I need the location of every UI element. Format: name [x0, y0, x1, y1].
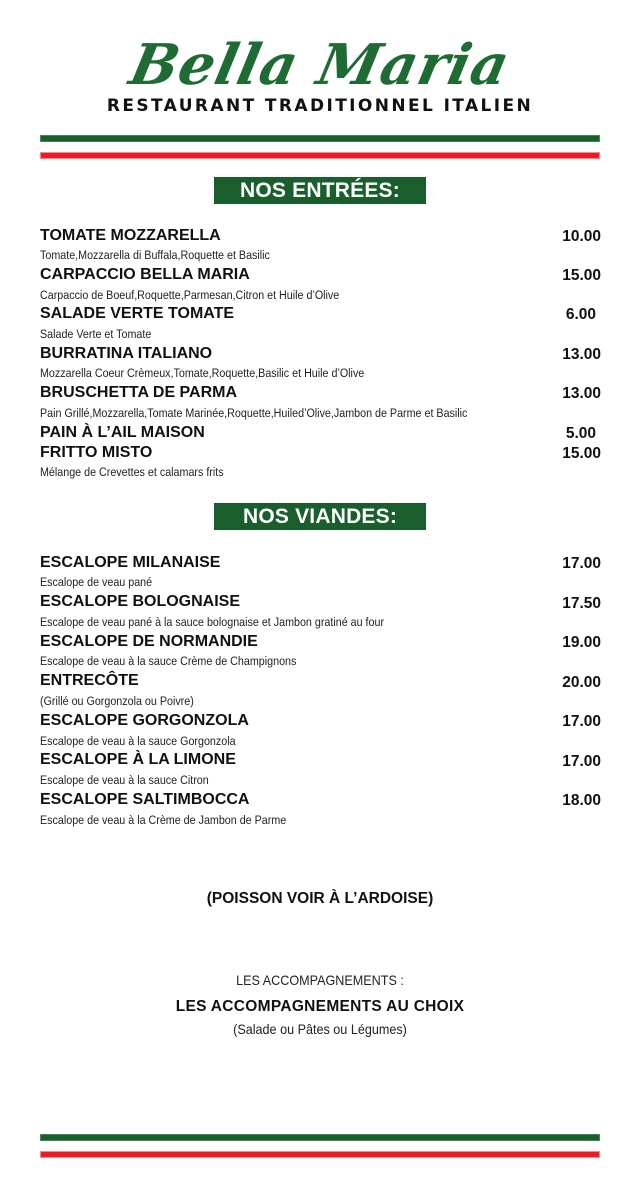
item-description: Pain Grillé,Mozzarella,Tomate Marinée,Roquette,Huiled’Olive,Jambon de Parme et Basilic	[40, 406, 468, 420]
item-price: 10.00	[562, 228, 601, 245]
item-name: CARPACCIO BELLA MARIA	[40, 266, 250, 283]
item-price: 17.00	[562, 753, 601, 770]
item-name: BRUSCHETTA DE PARMA	[40, 384, 238, 401]
item-description: Salade Verte et Tomate	[40, 327, 152, 341]
divider-red-top	[40, 152, 600, 159]
item-name: SALADE VERTE TOMATE	[40, 305, 235, 322]
restaurant-logo: Bella Maria	[124, 32, 516, 98]
item-name: BURRATINA ITALIANO	[40, 345, 213, 362]
divider-green-bottom	[40, 1134, 600, 1141]
item-price: 17.50	[562, 595, 601, 612]
restaurant-tagline: RESTAURANT TRADITIONNEL ITALIEN	[106, 96, 534, 116]
item-price: 13.00	[562, 346, 601, 363]
item-price: 17.00	[562, 555, 601, 572]
item-price: 17.00	[562, 713, 601, 730]
item-price: 20.00	[562, 674, 601, 691]
item-price: 6.00	[565, 306, 596, 323]
item-price: 5.00	[565, 425, 596, 442]
item-description: Escalope de veau pané à la sauce bolognaise et Jambon gratiné au four	[40, 615, 385, 629]
sides-options: (Salade ou Pâtes ou Légumes)	[233, 1021, 407, 1037]
item-description: Tomate,Mozzarella di Buffala,Roquette et Basilic	[40, 248, 270, 262]
item-price: 18.00	[562, 792, 601, 809]
item-name: FRITTO MISTO	[40, 444, 153, 461]
item-description: Escalope de veau à la sauce Citron	[40, 773, 209, 787]
item-name: ENTRECÔTE	[40, 672, 139, 689]
item-name: TOMATE MOZZARELLA	[40, 227, 221, 244]
item-description: Escalope de veau pané	[40, 575, 153, 589]
item-price: 19.00	[562, 634, 601, 651]
item-name: ESCALOPE DE NORMANDIE	[40, 633, 258, 650]
item-price: 13.00	[562, 385, 601, 402]
item-description: Escalope de veau à la sauce Crème de Champignons	[40, 654, 297, 668]
item-price: 15.00	[562, 445, 601, 462]
item-description: Mélange de Crevettes et calamars frits	[40, 465, 224, 479]
item-name: PAIN À L’AIL MAISON	[40, 424, 205, 441]
item-description: Escalope de veau à la Crème de Jambon de Parme	[40, 813, 287, 827]
section-title-viandes: NOS VIANDES:	[214, 503, 426, 530]
sides-title: LES ACCOMPAGNEMENTS AU CHOIX	[175, 998, 465, 1015]
item-name: ESCALOPE GORGONZOLA	[40, 712, 249, 729]
item-description: Escalope de veau à la sauce Gorgonzola	[40, 734, 236, 748]
item-name: ESCALOPE BOLOGNAISE	[40, 593, 241, 610]
fish-note: (POISSON VOIR À L’ARDOISE)	[206, 890, 434, 907]
section-title-entrees: NOS ENTRÉES:	[214, 177, 426, 204]
item-name: ESCALOPE À LA LIMONE	[40, 751, 236, 768]
item-name: ESCALOPE SALTIMBOCCA	[40, 791, 250, 808]
item-description: Carpaccio de Boeuf,Roquette,Parmesan,Citron et Huile d’Olive	[40, 288, 340, 302]
divider-green-top	[40, 135, 600, 142]
divider-red-bottom	[40, 1151, 600, 1158]
sides-heading: LES ACCOMPAGNEMENTS :	[236, 972, 404, 988]
item-name: ESCALOPE MILANAISE	[40, 554, 221, 571]
item-description: (Grillé ou Gorgonzola ou Poivre)	[40, 694, 194, 708]
item-price: 15.00	[562, 267, 601, 284]
item-description: Mozzarella Coeur Crèmeux,Tomate,Roquette,Basilic et Huile d’Olive	[40, 366, 365, 380]
